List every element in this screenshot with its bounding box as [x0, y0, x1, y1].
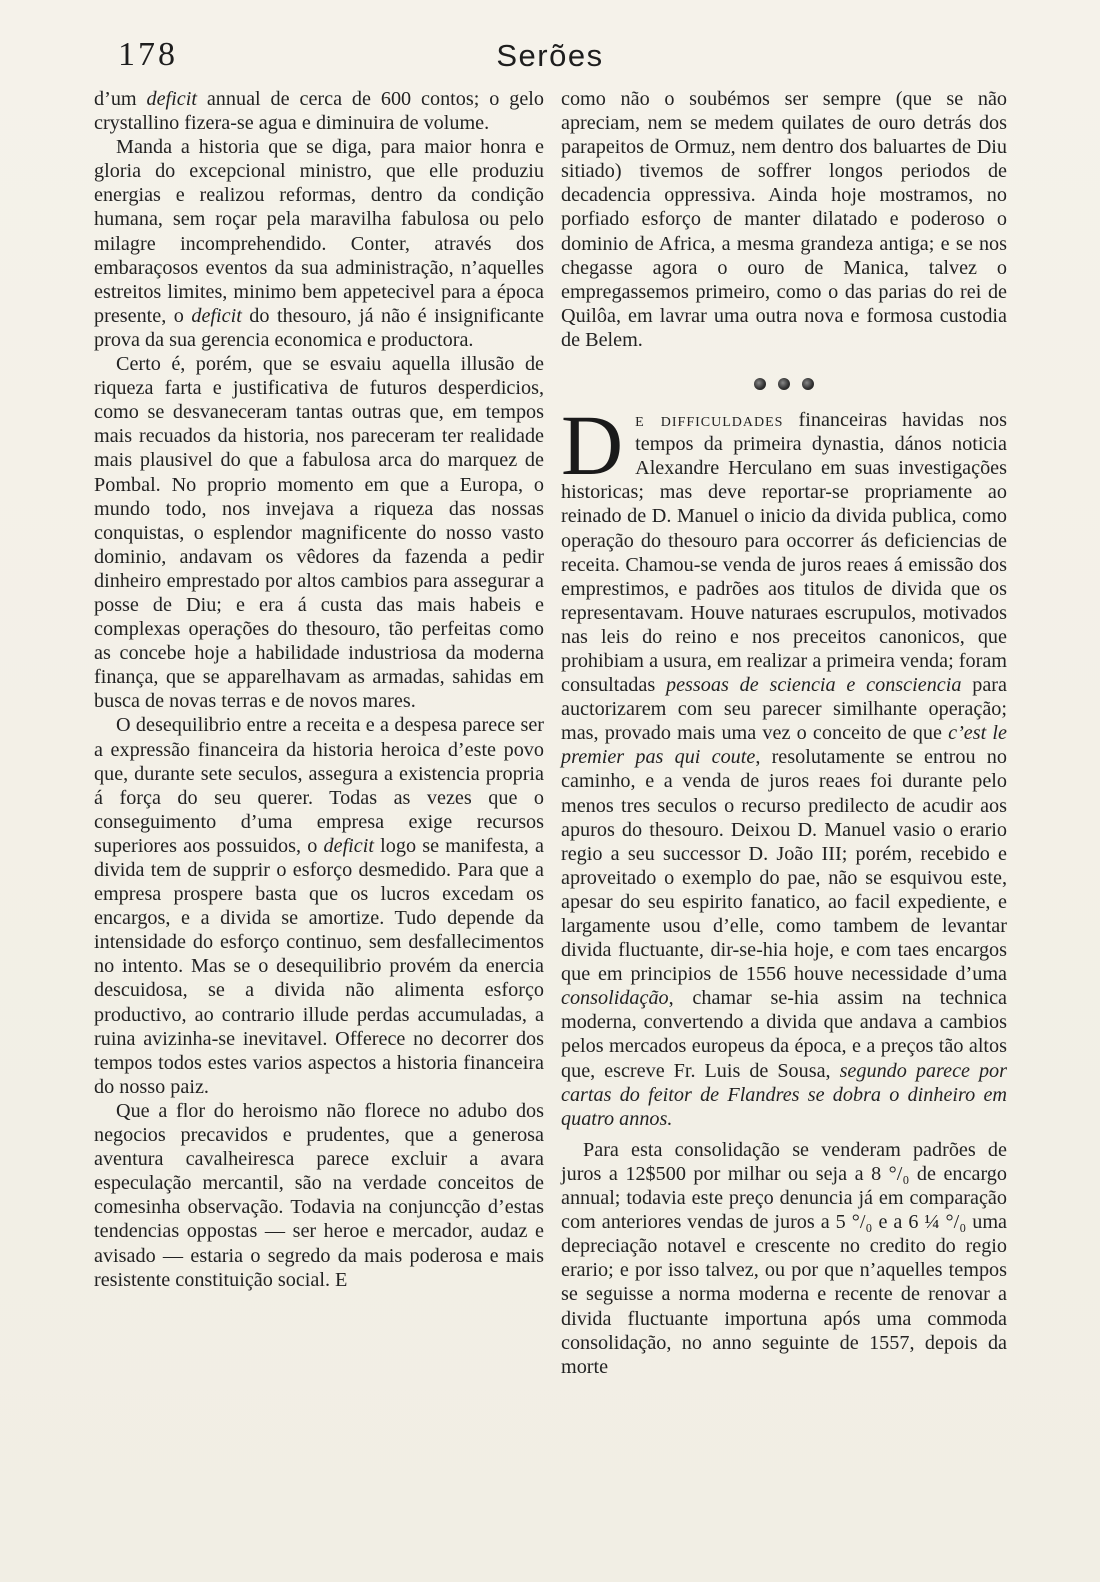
page-number: 178: [118, 36, 178, 73]
paragraph: [94, 87, 544, 135]
paragraph: [94, 135, 544, 352]
paragraph: [561, 397, 1007, 1131]
paragraph: Para esta consolidação se venderam padrões de juros a 12$500 por milhar ou seja a 8 °/₀ de encargo annual; todavia este preço denuncia já em comparação com anteriores vendas de juros a 5 °/₀ e a 6 ¼ °/₀ uma depreciação notavel e crescente no credito do regio erario; e por isso talvez, ou por que n’aquelles tempos se seguisse a norma moderna e recente de renovar a divida fluctuante importuna após uma commoda consolidação, no anno seguinte de 1557, depois da morte: [561, 1138, 1007, 1378]
italic-quote: segundo parece por cartas do feitor de Flandres se dobra o dinheiro em quatro annos.: [561, 1059, 1007, 1130]
text-run: , resolutamente se entrou no caminho, e a venda de juros reaes foi durante pelo menos tres seculos o recurso predilecto de acudir aos apuros do thesouro. Deixou D. Manuel vasio o erario regio a seu successor D. João III; porém, recebido e aproveitado o exemplo do pae, não se esquivou este, apesar do seu espirito fanatico, ao facil expediente, e largamente usou d’elle, como tambem de levantar divida fluctuante, dir-se-hia hoje, e com taes encargos que em principios de 1556 houve necessidade d’uma: [561, 746, 1007, 986]
text-run: Manda a historia que se diga, para maior honra e gloria do excepcional ministro, que elle produziu energias e realizou reformas, dentro da condição humana, sem roçar pela maravilha fabulosa ou pelo milagre incomprehendido. Conter, através dos embaraçosos eventos da sua administração, n’aquelles estreitos limites, minimo bem appetecivel para a época presente, o: [94, 136, 544, 327]
text-run: logo se manifesta, a divida tem de supprir o esforço desmedido. Para que a empresa prospere basta que os lucros excedam os encargos, e a divida se amortize. Tudo depende da intensidade do esforço continuo, sem desfallecimentos no intento. Mas se o desequilibrio provém da enercia descuidosa, se a divida não alimenta esforço productivo, ao contrario illude perdas accumuladas, a ruina avizinha-se inevitavel. Offerece no decorrer dos tempos todos estes varios aspectos a historia financeira do nosso paiz.: [94, 834, 544, 1098]
paragraph: Que a flor do heroismo não florece no adubo dos negocios precavidos e prudentes, que a generosa aventura cavalheiresca parece excluir a avara especulação mercantil, são na verdade conceitos de comesinha observação. Todavia na conjuncção d’estas tendencias oppostas — ser heroe e mercador, audaz e avisado — estaria o segredo da mais poderosa e mais resistente constituição social. E: [94, 1099, 544, 1291]
ornament-dot-icon: [778, 378, 790, 390]
paragraph: como não o soubémos ser sempre (que se não apreciam, nem se medem quilates de ouro detrás dos parapeitos de Ormuz, nem dentro dos baluartes de Diu sitiado) tivemos de soffrer longos periodos de decadencia oppressiva. Ainda hoje mostramos, no porfiado esforço de manter dilatado e poderoso o dominio de Africa, a mesma grandeza antiga; e se nos chegasse agora o ouro de Manica, talvez o empregassemos primeiro, como o das parias do rei de Quilôa, em lavrar uma outra nova e formosa custodia de Belem.: [561, 88, 1007, 351]
text-run: , chamar se-hia assim na technica moderna, convertendo a divida que andava a cambios pelos mercados europeus da época, e a preços tão altos que, escreve Fr. Luis de Sousa,: [561, 987, 1007, 1082]
text-run: financeiras havidas nos tempos da primeira dynastia, dános noticia Alexandre Herculano em suas investigações historicas; mas deve reportar-se propriamente ao reinado de D. Manuel o inicio da divida publica, como operação do thesouro para occorrer ás deficiencias de receita. Chamou-se venda de juros reaes á emissão dos emprestimos, e padrões aos titulos de divida que os representavam. Houve naturaes escrupulos, motivados nas leis do reino e nos preceitos canonicos, que prohibiam a usura, em realizar a primeira venda; foram consultadas: [561, 409, 1007, 697]
paragraph: Certo é, porém, que se esvaiu aquella illusão de riqueza farta e justificativa de futuros desperdicios, como se desvaneceram tantas outras que, em tempos mais recuados da historia, nos pareceram ter realidade mais plausivel do que a fabulosa arca do marquez de Pombal. No proprio momento em que a Europa, o mundo todo, nos invejava a riqueza das nossas conquistas, o esplendor magnificente do nosso vasto dominio, andavam os vêdores da fazenda a pedir dinheiro emprestado por altos cambios para assegurar a posse de Diu; e era á custa das mais habeis e complexas operações do thesouro, tão perfeitas como as concebe hoje a habilidade industriosa da moderna finança, que se apparelhavam as armadas, sahidas em busca de novas terras e de novos mares.: [94, 353, 544, 713]
right-column: [561, 87, 1007, 1379]
section-ornament: [561, 371, 1007, 395]
italic-term: deficit: [146, 88, 197, 110]
text-run: para auctorizarem com seu parecer similhante operação; mas, provado mais uma vez o conceito de que: [561, 674, 1007, 745]
italic-phrase: pessoas de sciencia e consciencia: [666, 674, 962, 697]
italic-phrase: c’est le premier pas qui coute: [561, 722, 1007, 769]
text-run: do thesouro, já não é insignificante prova da sua gerencia economica e productora.: [94, 304, 544, 351]
ornament-dot-icon: [802, 378, 814, 390]
left-column: [94, 87, 544, 1292]
text-run: annual de cerca de 600 contos; o gelo crystallino fizera-se agua e diminuira de volume.: [94, 88, 544, 135]
ornament-dot-icon: [754, 378, 766, 390]
italic-term: consolidação: [561, 987, 669, 1010]
paragraph: [94, 713, 544, 1099]
text-run: d’um: [94, 88, 147, 110]
text-run: O desequilibrio entre a receita e a despesa parece ser a expressão financeira da historia heroica d’este povo que, durante sete seculos, assegura a existencia propria á força do seu querer. Todas as vezes que o conseguimento d’uma empresa exige recursos superiores aos possuidos, o: [94, 714, 544, 857]
running-head-title: Serões: [496, 38, 604, 73]
italic-term: deficit: [323, 834, 374, 857]
italic-term: deficit: [191, 304, 242, 327]
drop-cap: D: [561, 397, 624, 494]
small-caps-opening: e difficuldades: [635, 409, 784, 432]
